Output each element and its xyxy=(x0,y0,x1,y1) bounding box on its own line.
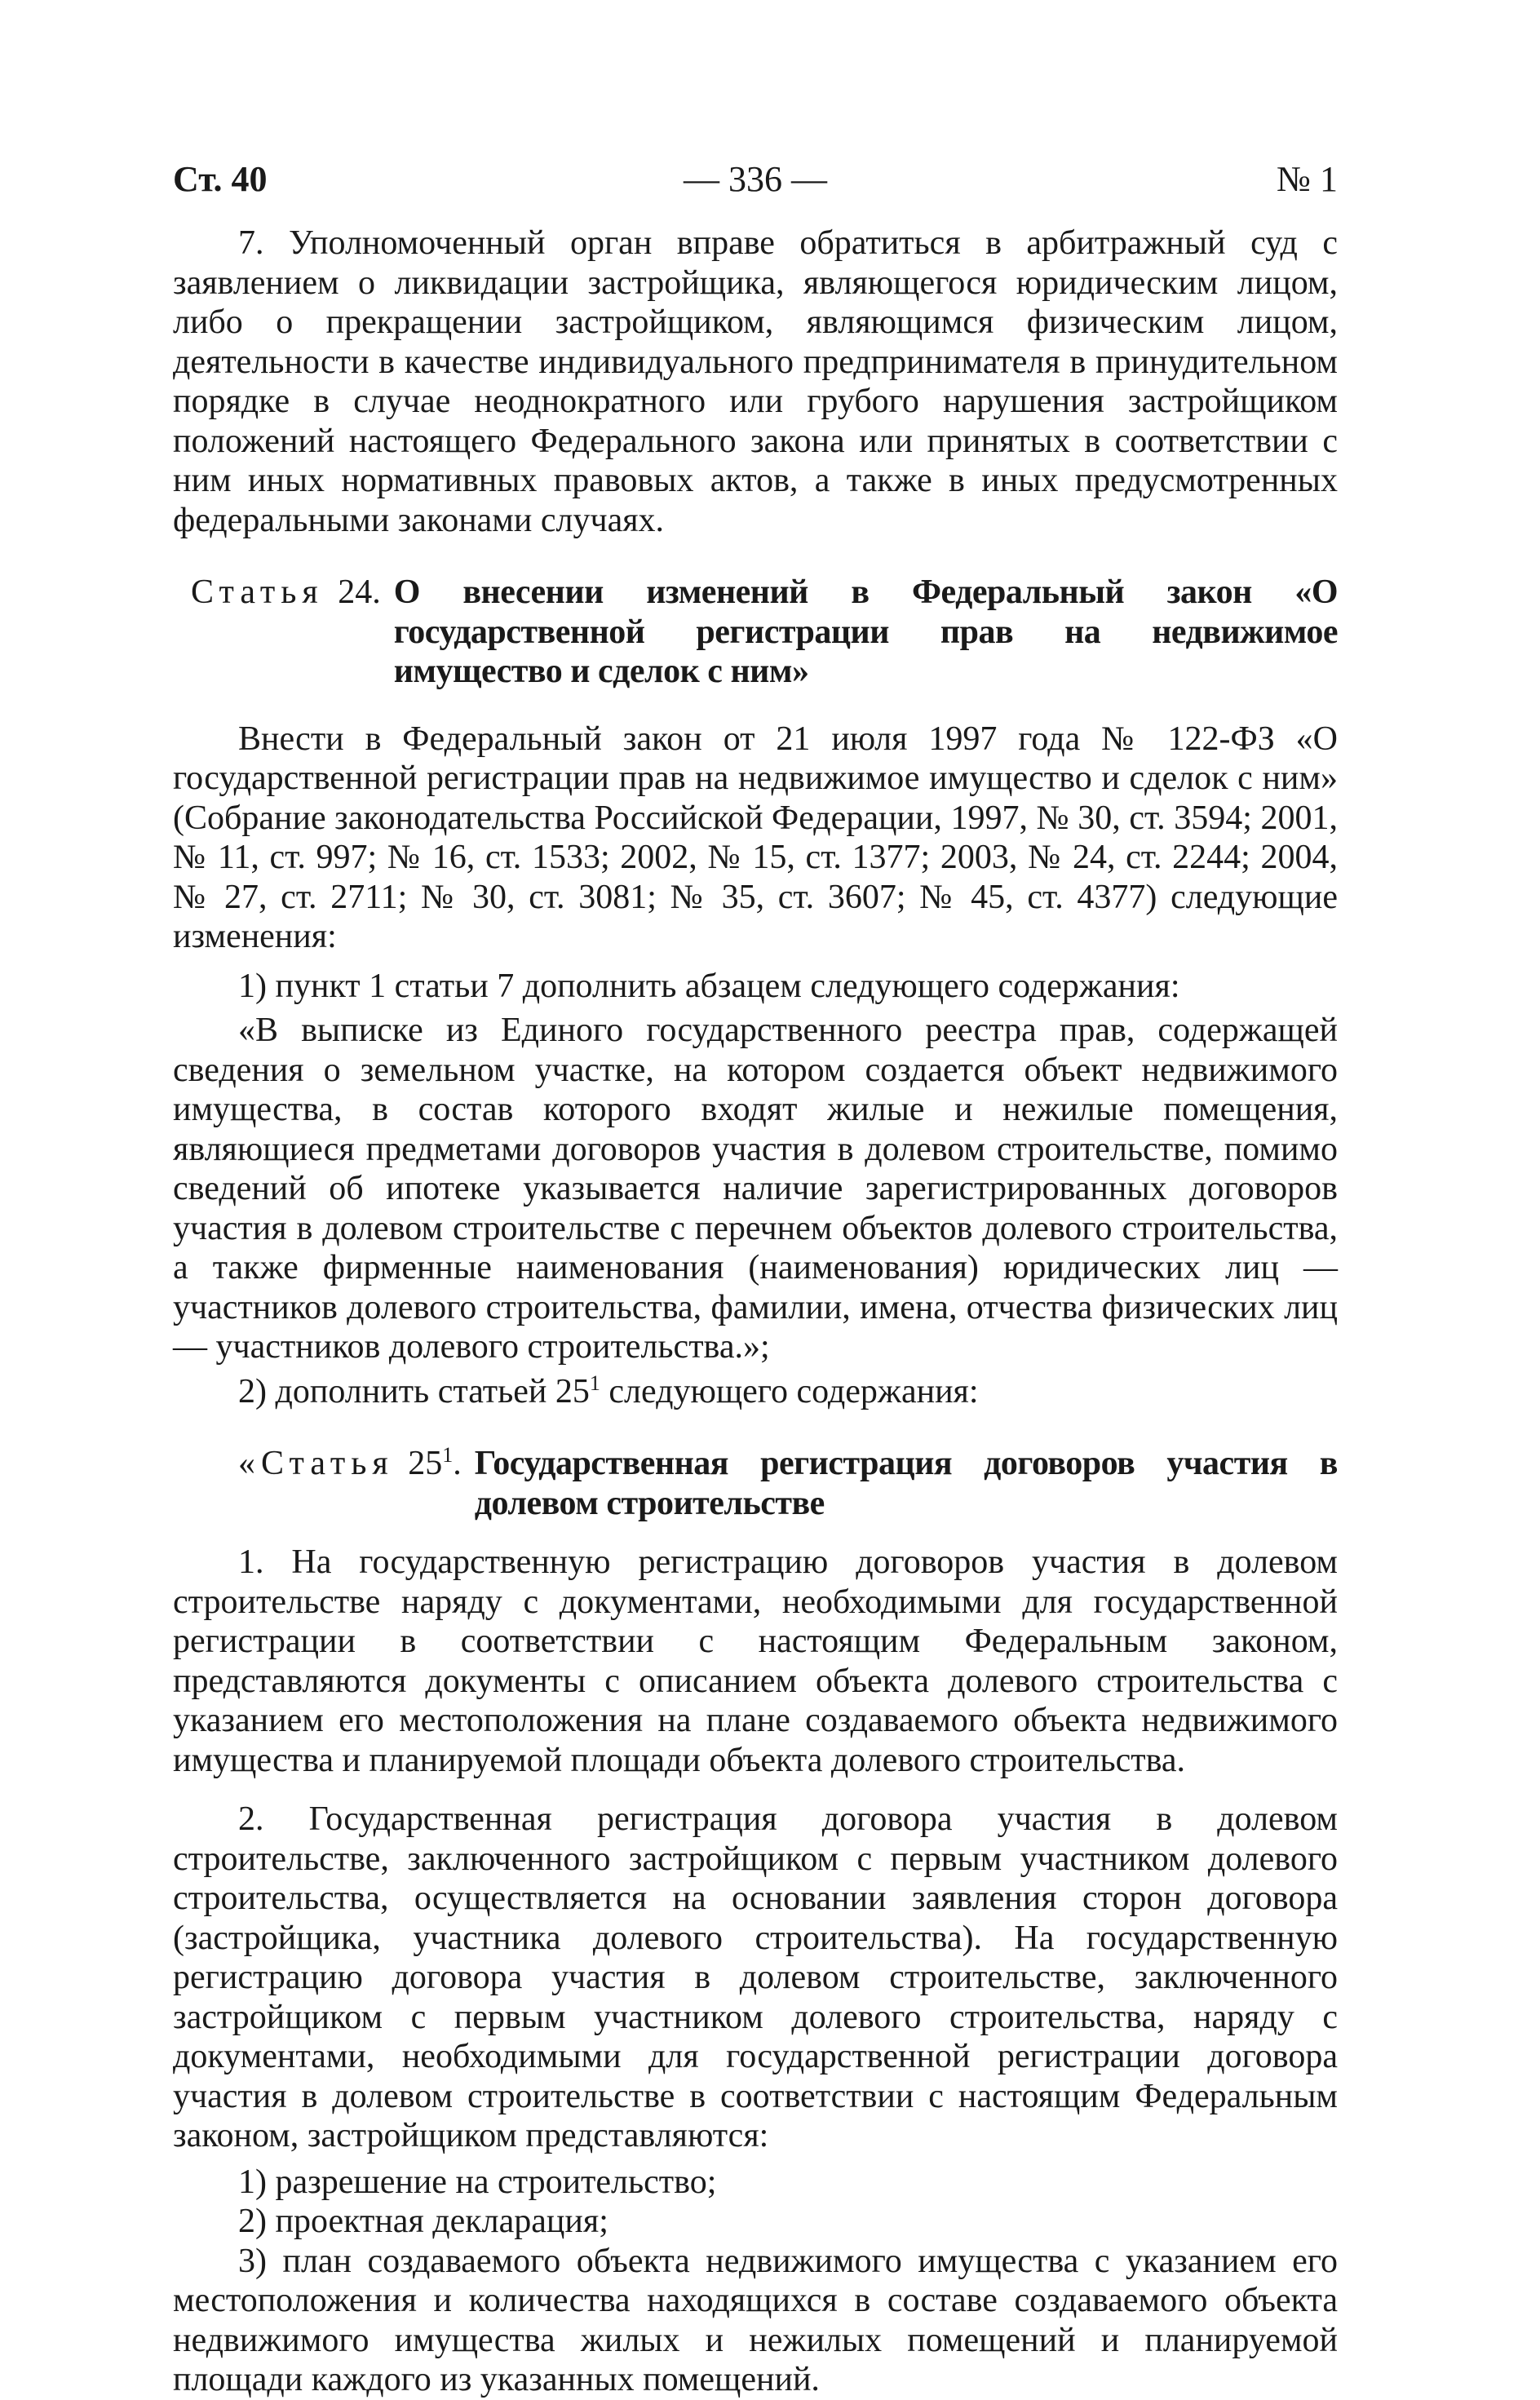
list-item: 1) разрешение на строительство; xyxy=(238,2163,717,2201)
article-25-1-word: «Статья xyxy=(238,1445,394,1482)
article-24-label xyxy=(173,573,381,613)
page-number: — 336 — xyxy=(684,159,827,199)
list-item: 3) план создаваемого объекта недвижимого имущества с указанием его местоположения и количества находящихся в составе создаваемого объекта недвижимого имущества жилых и нежилых помещений и планируемой площади каждого из указанных помещений. xyxy=(173,2242,1338,2398)
quoted-paragraph: «В выписке из Единого государственного реестра прав, содержащей сведения о земельном участке, на котором создается объект недвижимого имущества, в состав которого входят жилые и нежилые помещения, являющиеся предметами договоров участия в долевом строительстве, помимо сведений об ипотеке указывается наличие зарегистрированных договоров участия в долевом строительстве с перечнем объектов долевого строительства, а также фирменные наименования (наименования) юридических лиц — участников долевого строительства, фамилии, имена, отчества физических лиц — участников долевого строительства.»; xyxy=(173,1012,1338,1366)
article-24-word: Статья xyxy=(191,573,324,611)
article-25-1-title: Государственная регистрация договоров участия в долевом строительстве xyxy=(474,1445,1338,1522)
paragraph-7: 7. Уполномоченный орган вправе обратиться в арбитражный суд с заявлением о ликвидации застройщика, являющегося юридическим лицом, либо о прекращении застройщиком, являющимся физическим лицом, деятельности в качестве индивидуального предпринимателя в принудительном порядке в случае неоднократного или грубого нарушения застройщиком положений настоящего Федерального закона или принятых в соответствии с ним иных нормативных правовых актов, а также в иных предусмотренных федеральными законами случаях. xyxy=(173,224,1338,539)
intro-paragraph: Внести в Федеральный закон от 21 июля 1997 года № 122-ФЗ «О государственной регистрации прав на недвижимое имущество и сделок с ним» (Собрание законодательства Российской Федерации, 1997, № 30, ст. 3594; 2001, № 11, ст. 997; № 16, ст. 1533; 2002, № 15, ст. 1377; 2003, № 24, ст. 2244; 2004, № 27, ст. 2711; № 30, ст. 3081; № 35, ст. 3607; № 45, ст. 4377) следующие изменения: xyxy=(173,720,1338,955)
item-2-before: 2) дополнить статьей 25 xyxy=(238,1372,590,1410)
item-2-sup: 1 xyxy=(589,1370,600,1395)
header-issue-number: № 1 xyxy=(1277,159,1338,199)
item-2 xyxy=(173,1372,1338,1412)
article-25-1-heading xyxy=(173,1444,1338,1523)
header-article-ref: Ст. 40 xyxy=(173,159,268,199)
article-25-1-number: 25 xyxy=(408,1445,443,1482)
documents-list xyxy=(173,2163,1338,2400)
article-25-1-sup: 1 xyxy=(442,1443,454,1467)
article-24-title: О внесении изменений в Федеральный закон «О государственной регистрации прав на недвижимое имущество и сделок с ним» xyxy=(393,573,1338,690)
article-25-1-dot: . xyxy=(453,1445,462,1482)
article-24-heading xyxy=(173,573,1338,692)
document-page xyxy=(173,155,1338,2398)
item-2-after: следующего содержания: xyxy=(600,1372,979,1410)
paragraph-1: 1. На государственную регистрацию договоров участия в долевом строительстве наряду с документами, необходимыми для государственной регистрации в соответствии с настоящим Федеральным законом, представляются документы с описанием объекта долевого строительства с указанием его местоположения на плане создаваемого объекта недвижимого имущества и планируемой площади объекта долевого строительства. xyxy=(173,1543,1338,1779)
item-1: 1) пункт 1 статьи 7 дополнить абзацем следующего содержания: xyxy=(238,967,1180,1005)
article-24-number: 24. xyxy=(338,573,381,611)
article-25-1-label xyxy=(173,1444,462,1484)
paragraph-2: 2. Государственная регистрация договора участия в долевом строительстве, заключенного застройщиком с первым участником долевого строительства, осуществляется на основании заявления сторон договора (застройщика, участника долевого строительства). На государственную регистрацию договора участия в долевом строительстве, заключенного застройщиком с первым участником долевого строительства, наряду с документами, необходимыми для государственной регистрации договора участия в долевом строительстве в соответствии с настоящим Федеральным законом, застройщиком представляются: xyxy=(173,1800,1338,2154)
page-header xyxy=(173,155,1338,204)
list-item: 2) проектная декларация; xyxy=(238,2203,608,2240)
